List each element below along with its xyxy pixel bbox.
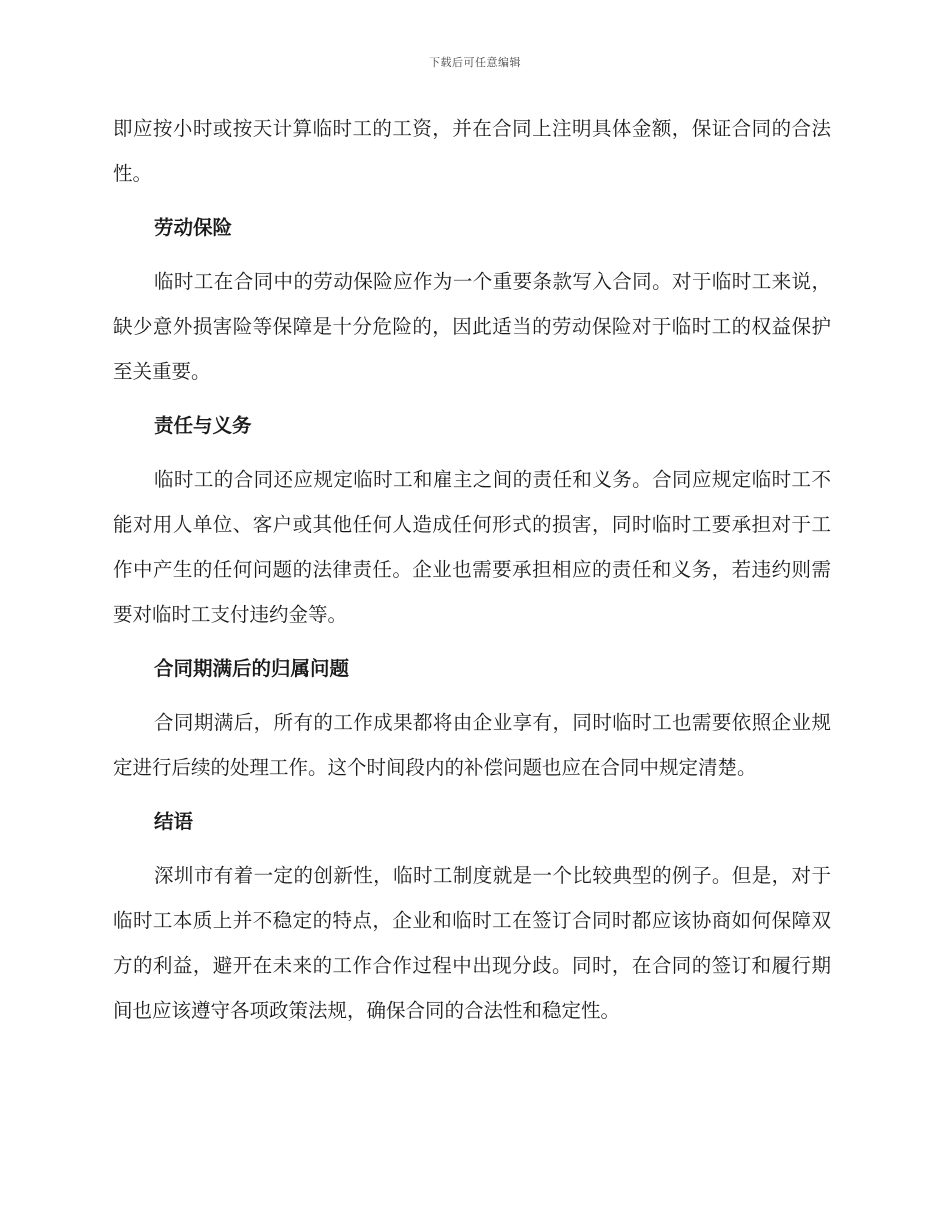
- section-heading-labor-insurance: 劳动保险: [154, 216, 233, 239]
- paragraph-conclusion: 深圳市有着一定的创新性，临时工制度就是一个比较典型的例子。但是，对于临时工本质上并不稳定的特点，企业和临时工在签订合同时都应该协商如何保障双方的利益，避开在未来的工作合作过程中出现分歧。同时，在合同的签订和履行期间也应该遵守各项政策法规，确保合同的合法性和稳定性。: [113, 864, 831, 1022]
- paragraph-labor-insurance: 临时工在合同中的劳动保险应作为一个重要条款写入合同。对于临时工来说，缺少意外损害险等保障是十分危险的，因此适当的劳动保险对于临时工的权益保护至关重要。: [113, 270, 831, 383]
- paragraph-intro: 即应按小时或按天计算临时工的工资，并在合同上注明具体金额，保证合同的合法性。: [113, 117, 831, 185]
- page-header: 下载后可任意编辑: [429, 56, 521, 69]
- section-heading-conclusion: 结语: [154, 810, 194, 833]
- section-heading-responsibility: 责任与义务: [154, 414, 252, 437]
- paragraph-responsibility: 临时工的合同还应规定临时工和雇主之间的责任和义务。合同应规定临时工不能对用人单位、客户或其他任何人造成任何形式的损害，同时临时工要承担对于工作中产生的任何问题的法律责任。企业也需要承担相应的责任和义务，若违约则需要对临时工支付违约金等。: [113, 468, 831, 626]
- section-heading-ownership: 合同期满后的归属问题: [154, 657, 350, 680]
- paragraph-ownership: 合同期满后，所有的工作成果都将由企业享有，同时临时工也需要依照企业规定进行后续的处理工作。这个时间段内的补偿问题也应在合同中规定清楚。: [113, 711, 831, 779]
- document-body: [113, 106, 831, 1033]
